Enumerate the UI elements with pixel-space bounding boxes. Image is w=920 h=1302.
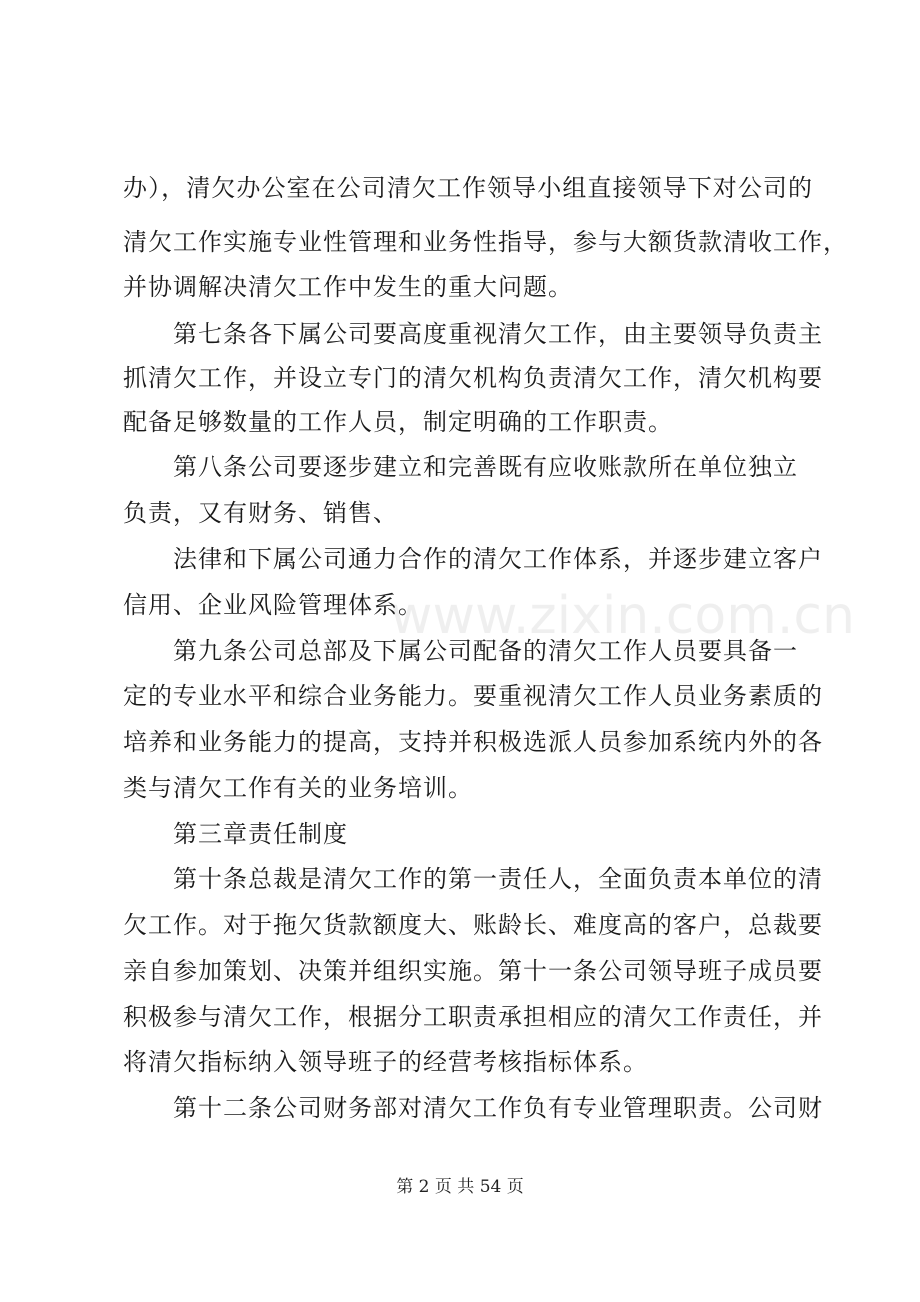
text-line: 并协调解决清欠工作中发生的重大问题。 <box>123 273 573 301</box>
text-line: 第八条公司要逐步建立和完善既有应收账款所在单位独立 <box>173 453 798 481</box>
text-line: 抓清欠工作，并设立专门的清欠机构负责清欠工作，清欠机构要 <box>123 364 823 392</box>
chapter-heading: 第三章责任制度 <box>173 820 348 848</box>
text-line: 办），清欠办公室在公司清欠工作领导小组直接领导下对公司的 <box>123 174 813 202</box>
text-line: 积极参与清欠工作，根据分工职责承担相应的清欠工作责任，并 <box>123 1003 823 1031</box>
text-line: 第九条公司总部及下属公司配备的清欠工作人员要具备一 <box>173 637 798 665</box>
text-line: 第七条各下属公司要高度重视清欠工作，由主要领导负责主 <box>173 320 823 348</box>
text-line: 将清欠指标纳入领导班子的经营考核指标体系。 <box>123 1048 648 1076</box>
text-line: 信用、企业风险管理体系。 <box>123 591 423 619</box>
watermark: www.zixin.com.cn <box>390 586 855 646</box>
text-line: 培养和业务能力的提高，支持并积极选派人员参加系统内外的各 <box>123 728 823 756</box>
text-line: 清欠工作实施专业性管理和业务性指导，参与大额货款清收工作， <box>123 228 848 256</box>
text-line: 负责，又有财务、销售、 <box>123 499 398 527</box>
text-line: 法律和下属公司通力合作的清欠工作体系，并逐步建立客户 <box>173 545 823 573</box>
text-line: 第十条总裁是清欠工作的第一责任人，全面负责本单位的清 <box>173 865 823 893</box>
text-line: 配备足够数量的工作人员，制定明确的工作职责。 <box>123 408 673 436</box>
text-line: 类与清欠工作有关的业务培训。 <box>123 774 473 802</box>
text-line: 定的专业水平和综合业务能力。要重视清欠工作人员业务素质的 <box>123 682 823 710</box>
page-footer: 第 2 页 共 54 页 <box>396 1177 524 1197</box>
text-line: 第十二条公司财务部对清欠工作负有专业管理职责。公司财 <box>173 1094 823 1122</box>
text-line: 欠工作。对于拖欠货款额度大、账龄长、难度高的客户，总裁要 <box>123 911 823 939</box>
text-line: 亲自参加策划、决策并组织实施。第十一条公司领导班子成员要 <box>123 957 823 985</box>
